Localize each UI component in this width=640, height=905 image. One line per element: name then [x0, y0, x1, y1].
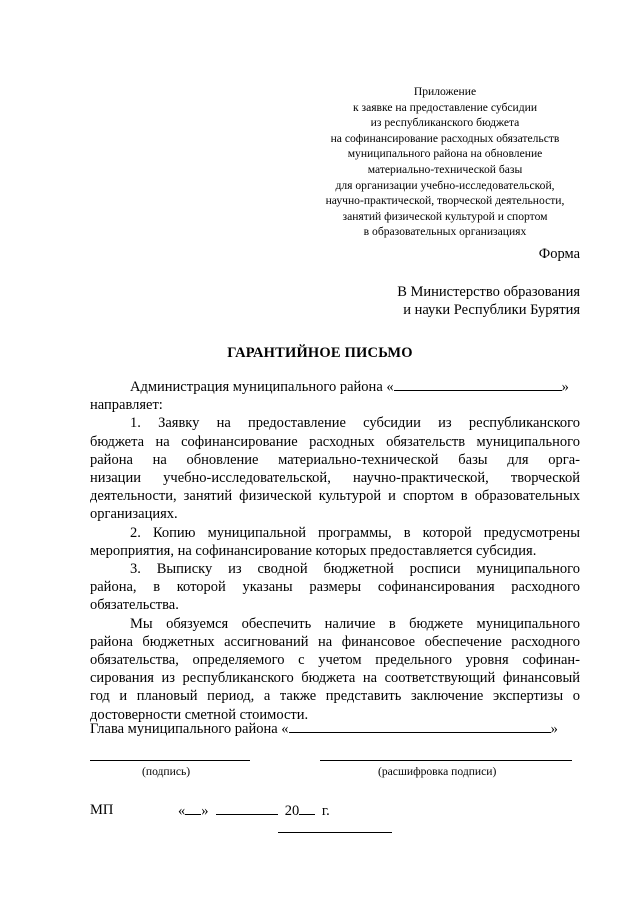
head-line [90, 720, 580, 738]
item3-line: 3. Выписку из сводной бюджетной росписи муниципального [130, 561, 580, 578]
year-suffix: г. [321, 803, 330, 819]
item1-line: низации учебно-исследовательской, научно-практической, творческой [90, 470, 580, 487]
appendix-line: в образовательных организациях [363, 225, 527, 239]
letter-title: ГАРАНТИЙНОЕ ПИСЬМО [227, 345, 413, 361]
signature-decode-caption: (расшифровка подписи) [378, 765, 497, 778]
stamp-label: МП [90, 802, 114, 818]
appendix-header [300, 84, 590, 240]
appendix-line: к заявке на предоставление субсидии [352, 100, 538, 114]
form-label: Форма [538, 246, 580, 262]
head-label: Глава муниципального района « [90, 721, 289, 737]
date-quote-open: « [178, 803, 186, 819]
signature-caption: (подпись) [142, 765, 191, 778]
district-head-blank[interactable] [289, 720, 551, 733]
appendix-line: материально-технической базы [367, 162, 523, 176]
addressee [397, 283, 580, 319]
signature-block [90, 720, 580, 778]
item1-line: района на обновление материально-технической базы для орга- [90, 451, 580, 468]
appendix-line: научно-практической, творческой деятельности, [325, 194, 565, 208]
head-quote-close: » [550, 721, 558, 737]
appendix-line: на софинансирование расходных обязательств [330, 131, 560, 145]
commitment-line: год и плановый период, а также представить заключение экспертизы о [90, 688, 580, 705]
district-name-blank[interactable] [394, 378, 562, 391]
item1-line: деятельности, занятий физической культурой и спортом в образовательных [90, 488, 580, 505]
intro-line [90, 378, 580, 396]
item3-line: обязательства. [90, 597, 179, 614]
date-field [178, 802, 330, 820]
commitment-line: достоверности сметной стоимости. [90, 706, 309, 723]
addressee-line: В Министерство образования [397, 284, 580, 300]
appendix-line: из республиканского бюджета [370, 116, 520, 130]
intro-quote-close: » [561, 379, 569, 395]
intro-line: направляет: [90, 397, 163, 414]
date-quote-close: » [201, 803, 209, 819]
signature-line[interactable] [90, 760, 250, 761]
item2-line: 2. Копию муниципальной программы, в которой предусмотрены [130, 524, 580, 541]
year-blank[interactable] [299, 802, 315, 815]
appendix-line: занятий физической культурой и спортом [342, 209, 548, 223]
item2-line: мероприятия, на софинансирование которых предоставляется субсидия. [90, 542, 537, 559]
appendix-line: муниципального района на обновление [347, 147, 543, 161]
signature-lines [90, 760, 580, 790]
commitment-line: района бюджетных ассигнований на финансовое обеспечение расходного [90, 633, 580, 650]
item1-line: 1. Заявку на предоставление субсидии из республиканского [130, 415, 580, 432]
year-prefix: 20 [284, 803, 300, 819]
signature-decode-line[interactable] [320, 760, 572, 761]
registration-line[interactable] [278, 832, 392, 833]
commitment-line: Мы обязуемся обеспечить наличие в бюджете муниципального [130, 615, 580, 632]
month-blank[interactable] [216, 802, 278, 815]
day-blank[interactable] [185, 802, 201, 815]
addressee-line: и науки Республики Бурятия [403, 302, 580, 318]
item1-line: бюджета на софинансирование расходных обязательств муниципального [90, 433, 580, 450]
commitment-line: сирования из республиканского бюджета на соответствующий финансовый [90, 670, 580, 687]
commitment-line: обязательства, определяемого с учетом предельного уровня софинан- [90, 652, 580, 669]
intro-text: Администрация муниципального района « [130, 379, 394, 395]
letter-body [90, 378, 580, 724]
item1-line: организациях. [90, 506, 178, 523]
appendix-line: Приложение [413, 85, 477, 98]
item3-line: района, в которой указаны размеры софинансирования расходного [90, 579, 580, 596]
appendix-line: для организации учебно-исследовательской, [335, 178, 555, 192]
